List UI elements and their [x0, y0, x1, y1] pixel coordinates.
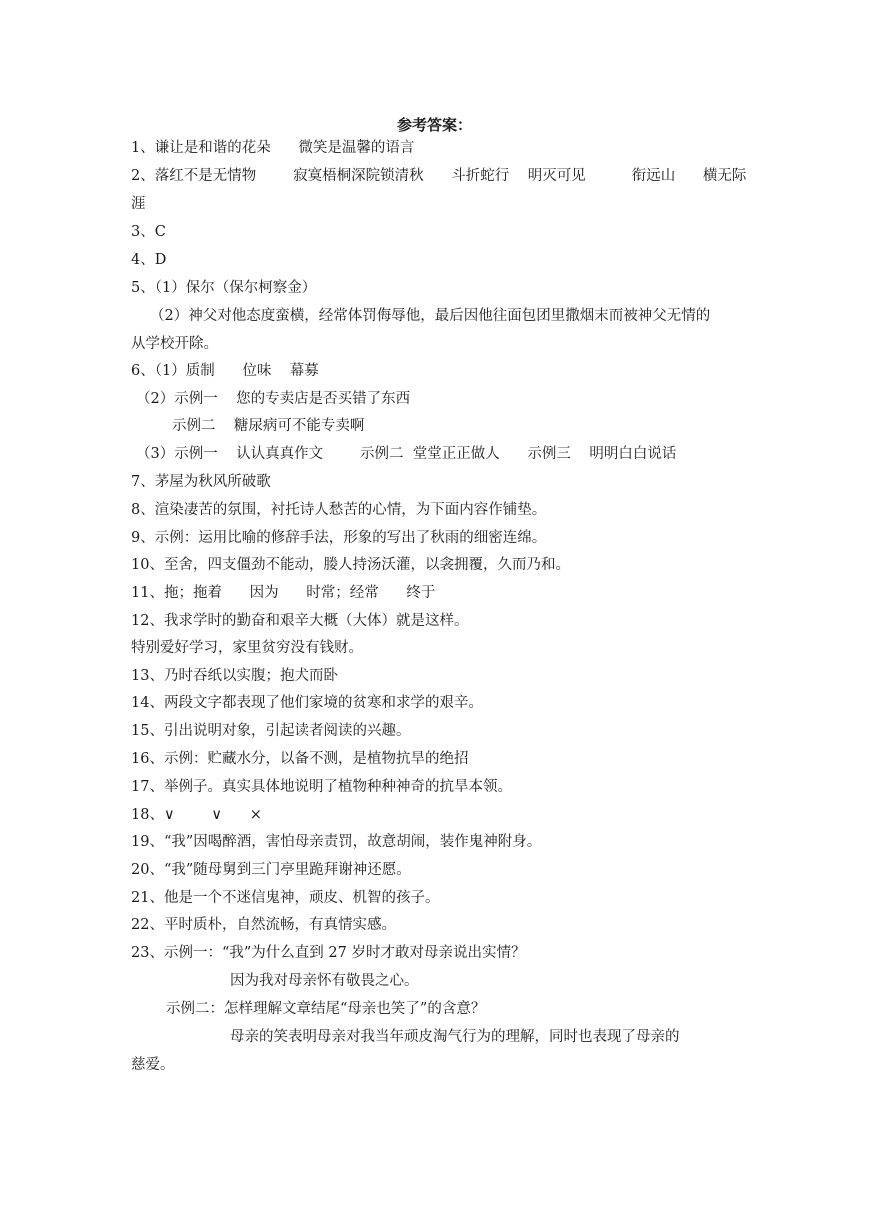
answer-line-12: 12、我求学时的勤奋和艰辛大概（大体）就是这样。 [131, 613, 469, 629]
answer-line-21: 21、他是一个不迷信鬼神，顽皮、机智的孩子。 [131, 890, 440, 906]
answer-line-23-example-2: 示例二：怎样理解文章结尾“母亲也笑了”的含意？ [166, 1001, 486, 1017]
answer-line-1: 1、谦让是和谐的花朵 微笑是温馨的语言 [131, 140, 415, 156]
answer-line-5-2: （2）神父对他态度蛮横，经常体罚侮辱他，最后因他往面包团里撒烟末而被神父无情的 [150, 308, 711, 324]
answer-line-10: 10、至舍，四支僵劲不能动，媵人持汤沃灌，以衾拥覆，久而乃和。 [131, 557, 570, 573]
answer-line-17: 17、举例子。真实具体地说明了植物种种神奇的抗旱本领。 [131, 779, 512, 795]
answer-line-23-answer-1: 因为我对母亲怀有敬畏之心。 [230, 973, 419, 989]
answer-line-11: 11、拖；拖着 因为 时常；经常 终于 [131, 585, 436, 601]
answer-line-19: 19、“我”因喝醉酒，害怕母亲责罚，故意胡闹，装作鬼神附身。 [131, 834, 542, 850]
page-title: 参考答案： [396, 116, 472, 134]
answer-line-23-answer-2-cont: 慈爱。 [131, 1057, 175, 1073]
answer-line-4: 4、D [131, 252, 167, 268]
answer-line-2-cont: 涯 [131, 196, 146, 212]
answer-line-6-2-example: 示例二 糖尿病可不能专卖啊 [172, 418, 365, 434]
answer-line-9: 9、示例：运用比喻的修辞手法，形象的写出了秋雨的细密连绵。 [131, 530, 547, 546]
answer-line-20: 20、“我”随母舅到三门亭里跪拜谢神还愿。 [131, 862, 411, 878]
answer-line-6-2: （2）示例一 您的专卖店是否买错了东西 [136, 391, 411, 407]
answer-line-2: 2、落红不是无情物 寂寞梧桐深院锁清秋 斗折蛇行 明灭可见 衔远山 横无际 [131, 168, 747, 184]
answer-line-5: 5、（1）保尔（保尔柯察金） [131, 280, 317, 296]
answer-line-6-3: （3）示例一 认认真真作文 示例二 堂堂正正做人 示例三 明明白白说话 [136, 446, 677, 462]
answer-line-3: 3、C [131, 224, 166, 240]
answer-line-22: 22、平时质朴，自然流畅，有真情实感。 [131, 917, 396, 933]
answer-line-8: 8、渲染凄苦的氛围，衬托诗人愁苦的心情，为下面内容作铺垫。 [131, 502, 547, 518]
answer-line-12-cont: 特别爱好学习，家里贫穷没有钱财。 [131, 640, 363, 656]
answer-line-14: 14、两段文字都表现了他们家境的贫寒和求学的艰辛。 [131, 695, 483, 711]
answer-line-23-answer-2: 母亲的笑表明母亲对我当年顽皮淘气行为的理解，同时也表现了母亲的 [230, 1029, 680, 1045]
answer-line-16: 16、示例：贮藏水分，以备不测，是植物抗旱的绝招 [131, 751, 469, 767]
answer-line-23: 23、示例一：“我”为什么直到 27 岁时才敢对母亲说出实情？ [131, 945, 526, 961]
answer-line-6: 6、（1）质制 位味 幕募 [131, 363, 319, 379]
answer-line-5-2-cont: 从学校开除。 [131, 336, 218, 352]
answer-line-18: 18、∨ ∨ × [131, 807, 262, 823]
answer-line-15: 15、引出说明对象，引起读者阅读的兴趣。 [131, 723, 411, 739]
answer-line-7: 7、茅屋为秋风所破歌 [131, 474, 271, 490]
answer-line-13: 13、乃时吞纸以实腹；抱犬而卧 [131, 668, 338, 684]
